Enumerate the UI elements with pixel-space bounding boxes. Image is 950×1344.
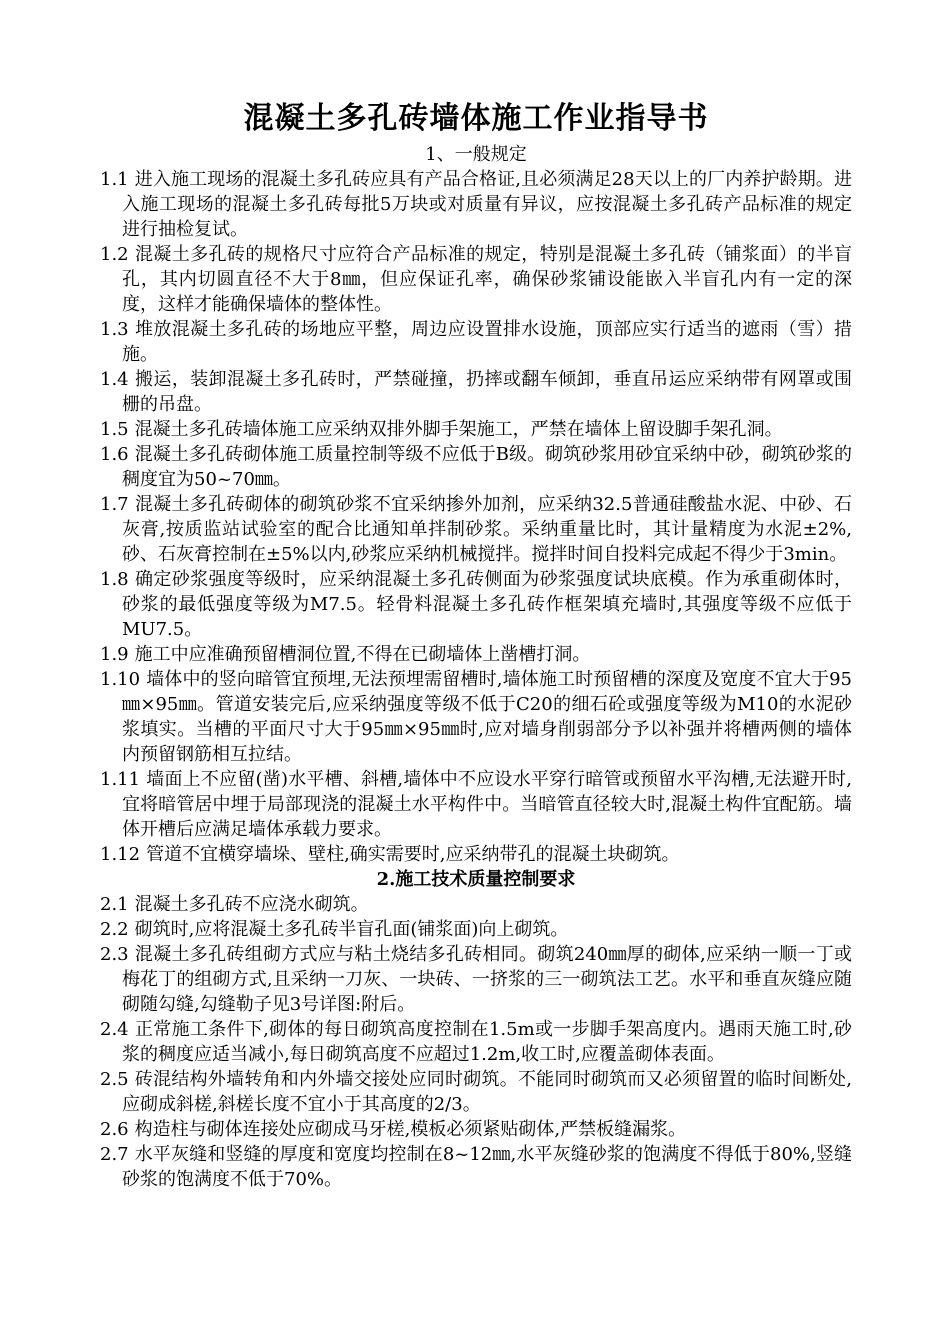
clause-2-6 bbox=[100, 1117, 852, 1142]
clause-text: 堆放混凝土多孔砖的场地应平整，周边应设置排水设施，顶部应实行适当的遮雨（雪）措施。 bbox=[122, 319, 852, 365]
clause-number: 1.10 bbox=[100, 669, 141, 690]
section-2-list bbox=[100, 892, 852, 1192]
clause-text: 管道不宜横穿墙垛、壁柱,确实需要时,应采纳带孔的混凝土块砌筑。 bbox=[146, 844, 680, 865]
clause-text: 施工中应准确预留槽洞位置,不得在已砌墙体上凿槽打洞。 bbox=[134, 644, 591, 665]
clause-number: 1.2 bbox=[100, 244, 129, 265]
clause-1-2 bbox=[100, 242, 852, 317]
clause-text: 正常施工条件下,砌体的每日砌筑高度控制在1.5m或一步脚手架高度内。遇雨天施工时,砂浆的稠度应适当减小,每日砌筑高度不应超过1.2m,收工时,应覆盖砌体表面。 bbox=[122, 1019, 852, 1065]
clause-text: 墙体中的竖向暗管宜预埋,无法预埋需留槽时,墙体施工时预留槽的深度及宽度不宜大于95㎜×95㎜。管道安装完后,应采纳强度等级不低于C20的细石砼或强度等级为M10的水泥砂浆填实。当槽的平面尺寸大于95㎜×95㎜时,应对墙身削弱部分予以补强并将槽两侧的墙体内预留钢筋相互拉结。 bbox=[122, 669, 852, 765]
clause-text: 混凝土多孔砖不应浇水砌筑。 bbox=[134, 894, 369, 915]
section-1-heading: 1、一般规定 bbox=[425, 144, 527, 165]
clause-text: 进入施工现场的混凝土多孔砖应具有产品合格证,且必须满足28天以上的厂内养护龄期。进入施工现场的混凝土多孔砖每批5万块或对质量有异议，应按混凝土多孔砖产品标准的规定进行抽检复试。 bbox=[122, 169, 852, 240]
clause-1-6 bbox=[100, 442, 852, 492]
clause-text: 混凝土多孔砖的规格尺寸应符合产品标准的规定，特别是混凝土多孔砖（铺浆面）的半盲孔，其内切圆直径不大于8㎜，但应保证孔率，确保砂浆铺设能嵌入半盲孔内有一定的深度，这样才能确保墙体的整体性。 bbox=[122, 244, 852, 315]
clause-number: 1.4 bbox=[100, 369, 129, 390]
clause-number: 1.6 bbox=[100, 444, 129, 465]
clause-text: 构造柱与砌体连接处应砌成马牙槎,模板必须紧贴砌体,严禁板缝漏浆。 bbox=[134, 1119, 687, 1140]
clause-1-8 bbox=[100, 567, 852, 642]
clause-text: 水平灰缝和竖缝的厚度和宽度均控制在8~12㎜,水平灰缝砂浆的饱满度不得低于80%,竖缝砂浆的饱满度不低于70%。 bbox=[122, 1144, 852, 1190]
clause-number: 2.4 bbox=[100, 1019, 129, 1040]
clause-1-10 bbox=[100, 667, 852, 767]
clause-number: 2.5 bbox=[100, 1069, 129, 1090]
clause-2-4 bbox=[100, 1017, 852, 1067]
clause-text: 混凝土多孔砖墙体施工应采纳双排外脚手架施工，严禁在墙体上留设脚手架孔洞。 bbox=[134, 419, 783, 440]
document-title: 混凝土多孔砖墙体施工作业指导书 bbox=[243, 101, 709, 136]
clause-1-12 bbox=[100, 842, 852, 867]
clause-number: 1.12 bbox=[100, 844, 141, 865]
clause-number: 1.5 bbox=[100, 419, 129, 440]
document-page bbox=[100, 98, 852, 1192]
clause-text: 搬运，装卸混凝土多孔砖时，严禁碰撞，扔摔或翻车倾卸，垂直吊运应采纳带有网罩或围栅的吊盘。 bbox=[122, 369, 852, 415]
clause-2-3 bbox=[100, 942, 852, 1017]
clause-2-7 bbox=[100, 1142, 852, 1192]
clause-1-3 bbox=[100, 317, 852, 367]
clause-1-1 bbox=[100, 167, 852, 242]
section-1-list bbox=[100, 167, 852, 867]
clause-number: 2.6 bbox=[100, 1119, 129, 1140]
clause-number: 1.11 bbox=[100, 769, 141, 790]
clause-number: 2.2 bbox=[100, 919, 129, 940]
clause-number: 1.1 bbox=[100, 169, 129, 190]
clause-text: 砖混结构外墙转角和内外墙交接处应同时砌筑。不能同时砌筑而又必须留置的临时间断处,应砌成斜槎,斜槎长度不宜小于其高度的2/3。 bbox=[122, 1069, 852, 1115]
clause-text: 混凝土多孔砖砌体的砌筑砂浆不宜采纳掺外加剂，应采纳32.5普通硅酸盐水泥、中砂、石灰膏,按质监站试验室的配合比通知单拌制砂浆。采纳重量比时，其计量精度为水泥±2%,砂、石灰膏控制在±5%以内,砂浆应采纳机械搅拌。搅拌时间自投料完成起不得少于3min。 bbox=[122, 494, 852, 565]
clause-2-1 bbox=[100, 892, 852, 917]
clause-number: 2.7 bbox=[100, 1144, 129, 1165]
clause-2-5 bbox=[100, 1067, 852, 1117]
clause-text: 混凝土多孔砖组砌方式应与粘土烧结多孔砖相同。砌筑240㎜厚的砌体,应采纳一顺一丁或梅花丁的组砌方式,且采纳一刀灰、一块砖、一挤浆的三一砌筑法工艺。水平和垂直灰缝应随砌随勾缝,勾缝勒子见3号详图:附后。 bbox=[122, 944, 852, 1015]
clause-text: 墙面上不应留(凿)水平槽、斜槽,墙体中不应设水平穿行暗管或预留水平沟槽,无法避开时,宜将暗管居中埋于局部现浇的混凝土水平构件中。当暗管直径较大时,混凝土构件宜配筋。墙体开槽后应满足墙体承载力要求。 bbox=[122, 769, 852, 840]
clause-2-2 bbox=[100, 917, 852, 942]
clause-text: 确定砂浆强度等级时，应采纳混凝土多孔砖侧面为砂浆强度试块底模。作为承重砌体时，砂浆的最低强度等级为M7.5。轻骨料混凝土多孔砖作框架填充墙时,其强度等级不应低于MU7.5。 bbox=[122, 569, 852, 640]
clause-number: 1.9 bbox=[100, 644, 129, 665]
clause-1-7 bbox=[100, 492, 852, 567]
clause-number: 2.3 bbox=[100, 944, 129, 965]
clause-1-9 bbox=[100, 642, 852, 667]
clause-number: 1.7 bbox=[100, 494, 129, 515]
clause-number: 1.3 bbox=[100, 319, 129, 340]
clause-1-5 bbox=[100, 417, 852, 442]
section-2-heading: 2.施工技术质量控制要求 bbox=[376, 869, 576, 890]
clause-number: 2.1 bbox=[100, 894, 129, 915]
clause-text: 混凝土多孔砖砌体施工质量控制等级不应低于B级。砌筑砂浆用砂宜采纳中砂，砌筑砂浆的稠度宜为50~70㎜。 bbox=[122, 444, 852, 490]
clause-1-4 bbox=[100, 367, 852, 417]
clause-number: 1.8 bbox=[100, 569, 129, 590]
clause-text: 砌筑时,应将混凝土多孔砖半盲孔面(铺浆面)向上砌筑。 bbox=[134, 919, 569, 940]
clause-1-11 bbox=[100, 767, 852, 842]
